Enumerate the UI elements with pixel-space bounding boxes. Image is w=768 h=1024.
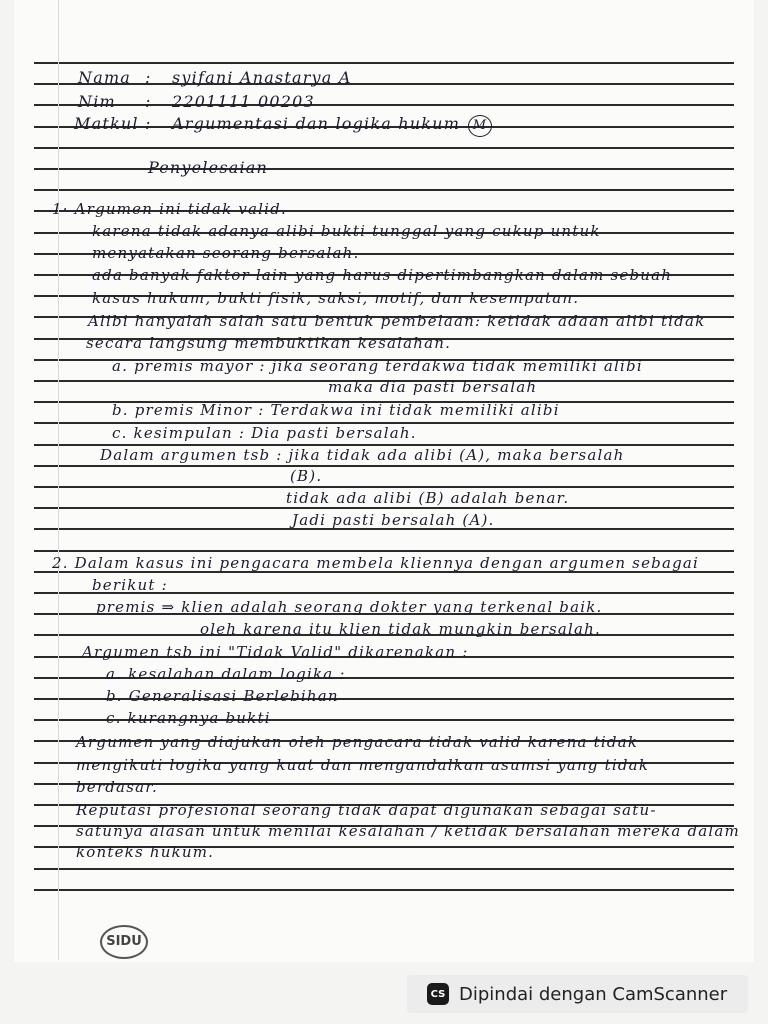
handwritten-line: Argumen tsb ini "Tidak Valid" dikarenakan :: [82, 643, 469, 661]
handwritten-line: maka dia pasti bersalah: [328, 378, 538, 396]
handwritten-line: tidak ada alibi (B) adalah benar.: [286, 489, 570, 507]
handwritten-line: b. premis Minor : Terdakwa ini tidak memiliki alibi: [112, 401, 560, 419]
handwritten-line: kasus hukum, bukti fisik, saksi, motif, dan kesempatan.: [92, 289, 580, 307]
ruled-line: [34, 507, 734, 509]
handwritten-line: konteks hukum.: [76, 843, 215, 861]
handwritten-line: ada banyak faktor lain yang harus dipertimbangkan dalam sebuah: [92, 266, 673, 284]
handwritten-line: 1· Argumen ini tidak valid.: [52, 200, 287, 218]
ruled-line: [34, 168, 734, 170]
matkul-label: Matkul: [74, 114, 139, 133]
handwritten-line: karena tidak adanya alibi bukti tunggal yang cukup untuk: [92, 222, 601, 240]
handwritten-line: menyatakan seorang bersalah.: [92, 244, 360, 262]
handwritten-line: secara langsung membuktikan kesalahan.: [86, 334, 452, 352]
notebook-brand-logo: SIDU: [100, 925, 148, 959]
handwritten-line: berikut :: [92, 576, 168, 594]
camscanner-icon: CS: [427, 983, 449, 1005]
camscanner-watermark: [407, 975, 748, 1013]
handwritten-line: mengikuti logika yang kuat dan mengandalkan asumsi yang tidak: [76, 756, 650, 774]
handwritten-line: Reputasi profesional seorang tidak dapat digunakan sebagai satu-: [76, 801, 657, 819]
ruled-line: [34, 147, 734, 149]
ruled-line: [34, 889, 734, 891]
ruled-line: [34, 104, 734, 106]
matkul-value: [172, 114, 492, 137]
nim-value: 2201111 00203: [172, 92, 315, 111]
ruled-line: [34, 486, 734, 488]
circled-mark: M: [468, 115, 492, 137]
ruled-line: [34, 62, 734, 64]
ruled-line: [34, 189, 734, 191]
nama-value: syifani Anastarya A: [172, 68, 352, 87]
ruled-line: [34, 83, 734, 85]
ruled-line: [34, 550, 734, 552]
ruled-line: [34, 868, 734, 870]
handwritten-line: oleh karena itu klien tidak mungkin bersalah.: [200, 620, 601, 638]
ruled-line: [34, 465, 734, 467]
handwritten-line: premis ⇒ klien adalah seorang dokter yang terkenal baik.: [96, 598, 603, 616]
handwritten-line: Alibi hanyalah salah satu bentuk pembelaan: ketidak adaan alibi tidak: [88, 312, 706, 330]
handwritten-line: 2. Dalam kasus ini pengacara membela kliennya dengan argumen sebagai: [52, 554, 700, 572]
matkul-colon: :: [145, 114, 152, 133]
nim-label: Nim: [78, 92, 116, 111]
nama-colon: :: [145, 68, 152, 87]
camscanner-label: Dipindai dengan CamScanner: [459, 983, 728, 1005]
handwritten-line: satunya alasan untuk menilai kesalahan / ketidak bersalahan mereka dalam: [76, 822, 740, 840]
handwritten-line: Dalam argumen tsb : jika tidak ada alibi (A), maka bersalah: [100, 446, 625, 464]
handwritten-line: b. Generalisasi Berlebihan: [106, 687, 339, 705]
section-title: Penyelesaian: [148, 158, 269, 177]
handwritten-line: c. kurangnya bukti: [106, 709, 271, 727]
handwritten-line: c. kesimpulan : Dia pasti bersalah.: [112, 424, 417, 442]
handwritten-line: a. kesalahan dalam logika :: [106, 665, 346, 683]
nim-colon: :: [145, 92, 152, 111]
handwritten-line: a. premis mayor : jika seorang terdakwa tidak memiliki alibi: [112, 357, 643, 375]
handwritten-line: berdasar.: [76, 778, 158, 796]
margin-line: [58, 0, 59, 960]
handwritten-line: (B).: [290, 467, 323, 485]
nama-label: Nama: [78, 68, 132, 87]
handwritten-line: Jadi pasti bersalah (A).: [292, 511, 495, 529]
matkul-text: Argumentasi dan logika hukum: [172, 114, 461, 133]
handwritten-line: Argumen yang diajukan oleh pengacara tidak valid karena tidak: [76, 733, 639, 751]
